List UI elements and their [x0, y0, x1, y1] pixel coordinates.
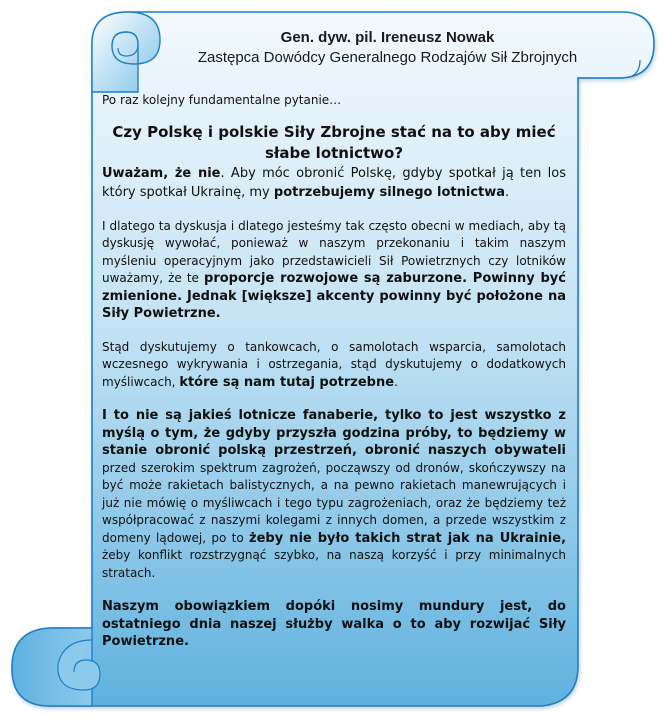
- p1-text-1: . Aby móc obronić Polskę, gdyby spotkał ją ten los który spotkał Ukrainę, my: [102, 165, 567, 200]
- p4-bold-2: żeby nie było takich strat jak na Ukrainie,: [249, 530, 567, 546]
- p3-text-1: Stąd dyskutujemy o tankowcach, o samolotach wsparcia, samolotach wczesnego wykrywania i ostrzegania, stąd dyskutujemy o dodatkowych myśliwcach,: [102, 339, 566, 389]
- author-name: Gen. dyw. pil. Ireneusz Nowak: [280, 29, 495, 46]
- paragraph-5: Naszym obowiązkiem dopóki nosimy mundury jest, do ostatniego dnia naszej służby walka o to aby rozwijać Siły Powietrzne.: [102, 599, 566, 649]
- p1-text-2: .: [505, 184, 510, 200]
- paragraph-1: [102, 164, 566, 202]
- header: [130, 28, 645, 68]
- paragraph-4: [102, 407, 566, 582]
- intro-text: Po raz kolejny fundamentalne pytanie…: [102, 93, 342, 107]
- p3-text-2: .: [394, 374, 398, 389]
- p1-bold-1: Uważam, że nie: [102, 165, 221, 181]
- author-role: Zastępca Dowódcy Generalnego Rodzajów Sił Zbrojnych: [197, 49, 578, 66]
- p4-text-2: żeby konflikt rozstrzygnąć szybko, na naszą korzyść i przy minimalnych stratach.: [102, 548, 566, 580]
- paragraph-3: [102, 339, 566, 392]
- p4-bold-1: I to nie są jakieś lotnicze fanaberie, tylko to jest wszystko z myślą o tym, że gdyby przyszła godzina próby, to będziemy w stanie obronić polską przestrzeń, obronić naszych obywateli: [102, 408, 566, 458]
- p1-bold-2: potrzebujemy silnego lotnictwa: [273, 184, 506, 200]
- p3-bold-1: które są nam tutaj potrzebne: [179, 374, 395, 390]
- scroll-content: [102, 92, 566, 651]
- p2-bold-1: proporcje rozwojowe są zaburzone. Powinny być zmienione. Jednak [większe] akcenty powinny być położone na Siły Powietrzne.: [102, 271, 566, 321]
- paragraph-2: [102, 218, 566, 323]
- question-heading: Czy Polskę i polskie Siły Zbrojne stać na to aby mieć słabe lotnictwo?: [112, 122, 556, 162]
- p4-text-1: przed szerokim spektrum zagrożeń, począwszy od dronów, skończywszy na być może rakietach balistycznych, a na pewno rakietach manewrujących i już nie mówię o myśliwcach i tego typu zagrożeniach, oraz że będziemy też współpracować z naszymi kolegami z innych domen, a przede wszystkim z domeny lądowej, po to: [102, 460, 566, 545]
- p2-text-1: I dlatego ta dyskusja i dlatego jesteśmy tak często obecni w mediach, aby tą dyskusję wywołać, ponieważ w naszym przekonaniu i takim naszym myśleniu operacyjnym jako przedstawicieli Sił Powietrznych czy lotników uważamy, że te: [102, 218, 566, 285]
